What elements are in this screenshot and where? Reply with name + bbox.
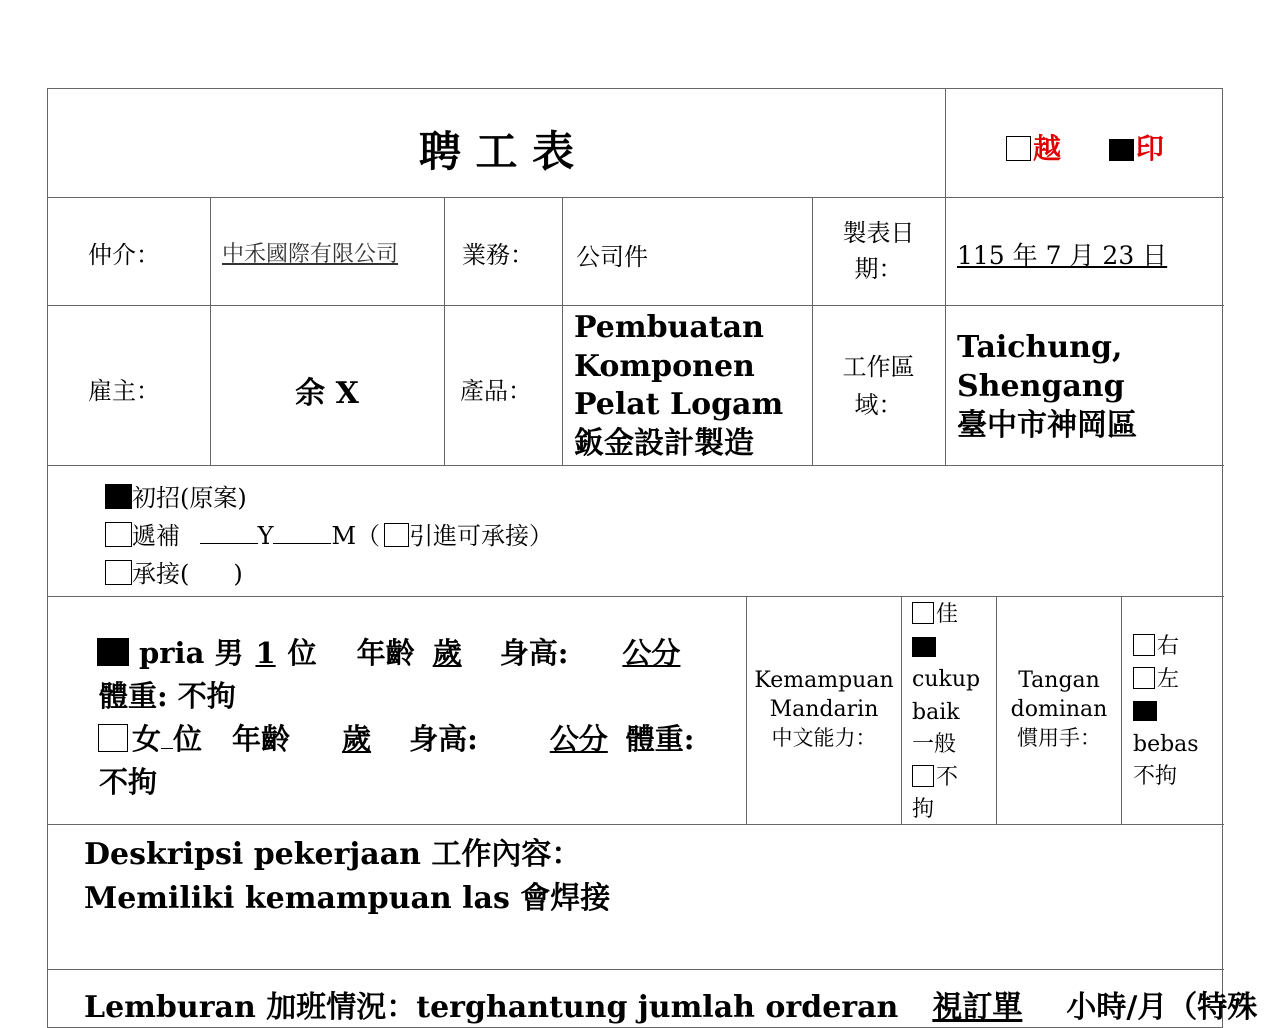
work-area-label bbox=[812, 348, 945, 424]
transfer-checkbox[interactable] bbox=[384, 523, 409, 547]
overtime-label: Lemburan 加班情況：terghantung jumlah orderan bbox=[84, 990, 899, 1025]
date-label bbox=[812, 215, 945, 287]
takeover-label-open: 承接( bbox=[132, 560, 190, 588]
female-height-label: 身高: bbox=[409, 722, 478, 756]
female-requirement bbox=[98, 717, 695, 758]
indonesia-label: 印 bbox=[1135, 132, 1164, 165]
recruitment-form bbox=[47, 88, 1258, 1028]
employer-label: 雇主： bbox=[88, 377, 160, 405]
female-checkbox[interactable] bbox=[98, 724, 128, 752]
replace-month-blank[interactable] bbox=[273, 543, 331, 544]
hand-left-checkbox[interactable] bbox=[1133, 667, 1155, 689]
mandarin-good-option[interactable] bbox=[912, 599, 980, 632]
male-weight: 體重: 不拘 bbox=[99, 679, 236, 713]
replace-label: 遞補 bbox=[132, 522, 180, 550]
product-line: Pembuatan bbox=[574, 310, 764, 345]
hand-right-checkbox[interactable] bbox=[1133, 634, 1155, 656]
job-description-detail: Memiliki kemampuan las 會焊接 bbox=[84, 881, 611, 916]
hand-left-label: 左 bbox=[1157, 666, 1180, 692]
product-line: 鈑金設計製造 bbox=[574, 425, 754, 461]
date-value: 115 年 7 月 23 日 bbox=[957, 241, 1168, 270]
mandarin-good-label: 佳 bbox=[936, 602, 959, 627]
hand-options bbox=[1133, 631, 1199, 794]
female-height-unit: 公分 bbox=[549, 722, 608, 756]
female-age-unit: 歲 bbox=[342, 722, 372, 756]
male-count: 1 bbox=[255, 636, 276, 670]
overtime-unit: 小時/月（特殊 bbox=[1066, 990, 1258, 1025]
mandarin-label bbox=[747, 666, 901, 753]
female-age-label: 年齡 bbox=[232, 722, 291, 756]
initial-label: 初招(原案) bbox=[132, 484, 247, 512]
overtime-row bbox=[84, 982, 1257, 1026]
product-value bbox=[574, 309, 783, 463]
overtime-value: 視訂單 bbox=[932, 990, 1023, 1025]
product-line: Komponen bbox=[574, 348, 755, 384]
vietnam-label: 越 bbox=[1033, 132, 1062, 165]
nationality-options bbox=[1006, 127, 1164, 167]
work-area-line: 臺中市神岡區 bbox=[957, 408, 1137, 443]
mandarin-ok-label: cukup bbox=[912, 667, 981, 692]
mandarin-any-label: 不 bbox=[936, 764, 959, 790]
female-weight: 不拘 bbox=[99, 765, 158, 799]
transfer-label: 引進可承接） bbox=[409, 522, 554, 550]
hand-any-label: bebas bbox=[1133, 731, 1199, 757]
mandarin-any-option[interactable] bbox=[912, 762, 980, 795]
male-count-unit: 位 bbox=[287, 636, 317, 670]
mandarin-label-line: Mandarin bbox=[769, 697, 879, 722]
mandarin-label-line: 中文能力： bbox=[771, 726, 877, 750]
female-count-unit: 位 bbox=[173, 722, 203, 756]
product-label: 產品： bbox=[460, 377, 532, 405]
agent-label: 仲介： bbox=[88, 241, 160, 269]
male-height-label: 身高: bbox=[499, 636, 569, 670]
work-area-line: Shengang bbox=[957, 369, 1125, 404]
job-description-title: Deskripsi pekerjaan 工作內容： bbox=[84, 837, 582, 872]
hand-label-line: 慣用手： bbox=[1017, 726, 1101, 750]
male-requirement bbox=[97, 631, 680, 672]
mandarin-any-label: 拘 bbox=[912, 797, 935, 822]
replace-checkbox[interactable] bbox=[105, 522, 132, 547]
mandarin-ok-label: baik bbox=[912, 699, 960, 725]
male-age-unit: 歲 bbox=[432, 636, 462, 670]
employer-value: 余 X bbox=[295, 376, 359, 411]
product-line: Pelat Logam bbox=[574, 387, 784, 422]
agent-value: 中禾國際有限公司 bbox=[222, 242, 399, 267]
takeover-label-close: ) bbox=[233, 560, 243, 588]
recruit-option-initial[interactable] bbox=[105, 478, 247, 513]
male-checkbox[interactable] bbox=[97, 638, 129, 666]
hand-label-line: dominan bbox=[1010, 697, 1108, 722]
work-area-label-line1: 工作區 bbox=[842, 353, 915, 381]
hand-any-checkbox-row[interactable] bbox=[1133, 696, 1199, 729]
mandarin-label-line: Kemampuan bbox=[754, 668, 894, 693]
mandarin-ok-checkbox[interactable] bbox=[912, 637, 936, 657]
vietnam-checkbox[interactable] bbox=[1006, 136, 1031, 161]
male-height-unit: 公分 bbox=[622, 636, 681, 670]
hand-any-label: 不拘 bbox=[1133, 764, 1178, 789]
male-label: pria 男 bbox=[139, 636, 244, 670]
male-age-label: 年齡 bbox=[356, 636, 415, 670]
female-label: 女 bbox=[132, 722, 162, 756]
hand-label-line: Tangan bbox=[1018, 668, 1100, 693]
mandarin-good-checkbox[interactable] bbox=[912, 602, 934, 624]
work-area-line: Taichung, bbox=[957, 330, 1123, 365]
female-weight-label: 體重: bbox=[625, 722, 695, 756]
hand-left-option[interactable] bbox=[1133, 664, 1199, 697]
month-unit: M（ bbox=[331, 522, 381, 550]
form-title: 聘 工 表 bbox=[418, 127, 575, 176]
hand-right-option[interactable] bbox=[1133, 631, 1199, 664]
hand-label bbox=[997, 666, 1121, 753]
recruit-option-takeover[interactable] bbox=[105, 554, 243, 589]
mandarin-any-checkbox[interactable] bbox=[912, 765, 934, 787]
date-label-line2: 期： bbox=[854, 255, 903, 283]
female-count-blank[interactable] bbox=[161, 748, 173, 749]
initial-checkbox[interactable] bbox=[105, 484, 132, 509]
work-area-value bbox=[957, 328, 1137, 445]
date-label-line1: 製表日 bbox=[842, 219, 915, 247]
recruit-option-replace[interactable] bbox=[105, 516, 553, 551]
takeover-checkbox[interactable] bbox=[105, 560, 132, 585]
hand-right-label: 右 bbox=[1157, 634, 1180, 659]
hand-any-checkbox[interactable] bbox=[1133, 701, 1157, 721]
mandarin-ok-checkbox-row[interactable] bbox=[912, 632, 980, 665]
replace-year-blank[interactable] bbox=[200, 543, 258, 544]
business-value: 公司件 bbox=[576, 243, 648, 271]
year-unit: Y bbox=[257, 522, 274, 550]
business-label: 業務： bbox=[462, 241, 534, 269]
mandarin-options bbox=[912, 599, 980, 827]
work-area-label-line2: 域： bbox=[854, 391, 903, 419]
mandarin-ok-label: 一般 bbox=[912, 732, 957, 757]
indonesia-checkbox[interactable] bbox=[1109, 139, 1134, 161]
